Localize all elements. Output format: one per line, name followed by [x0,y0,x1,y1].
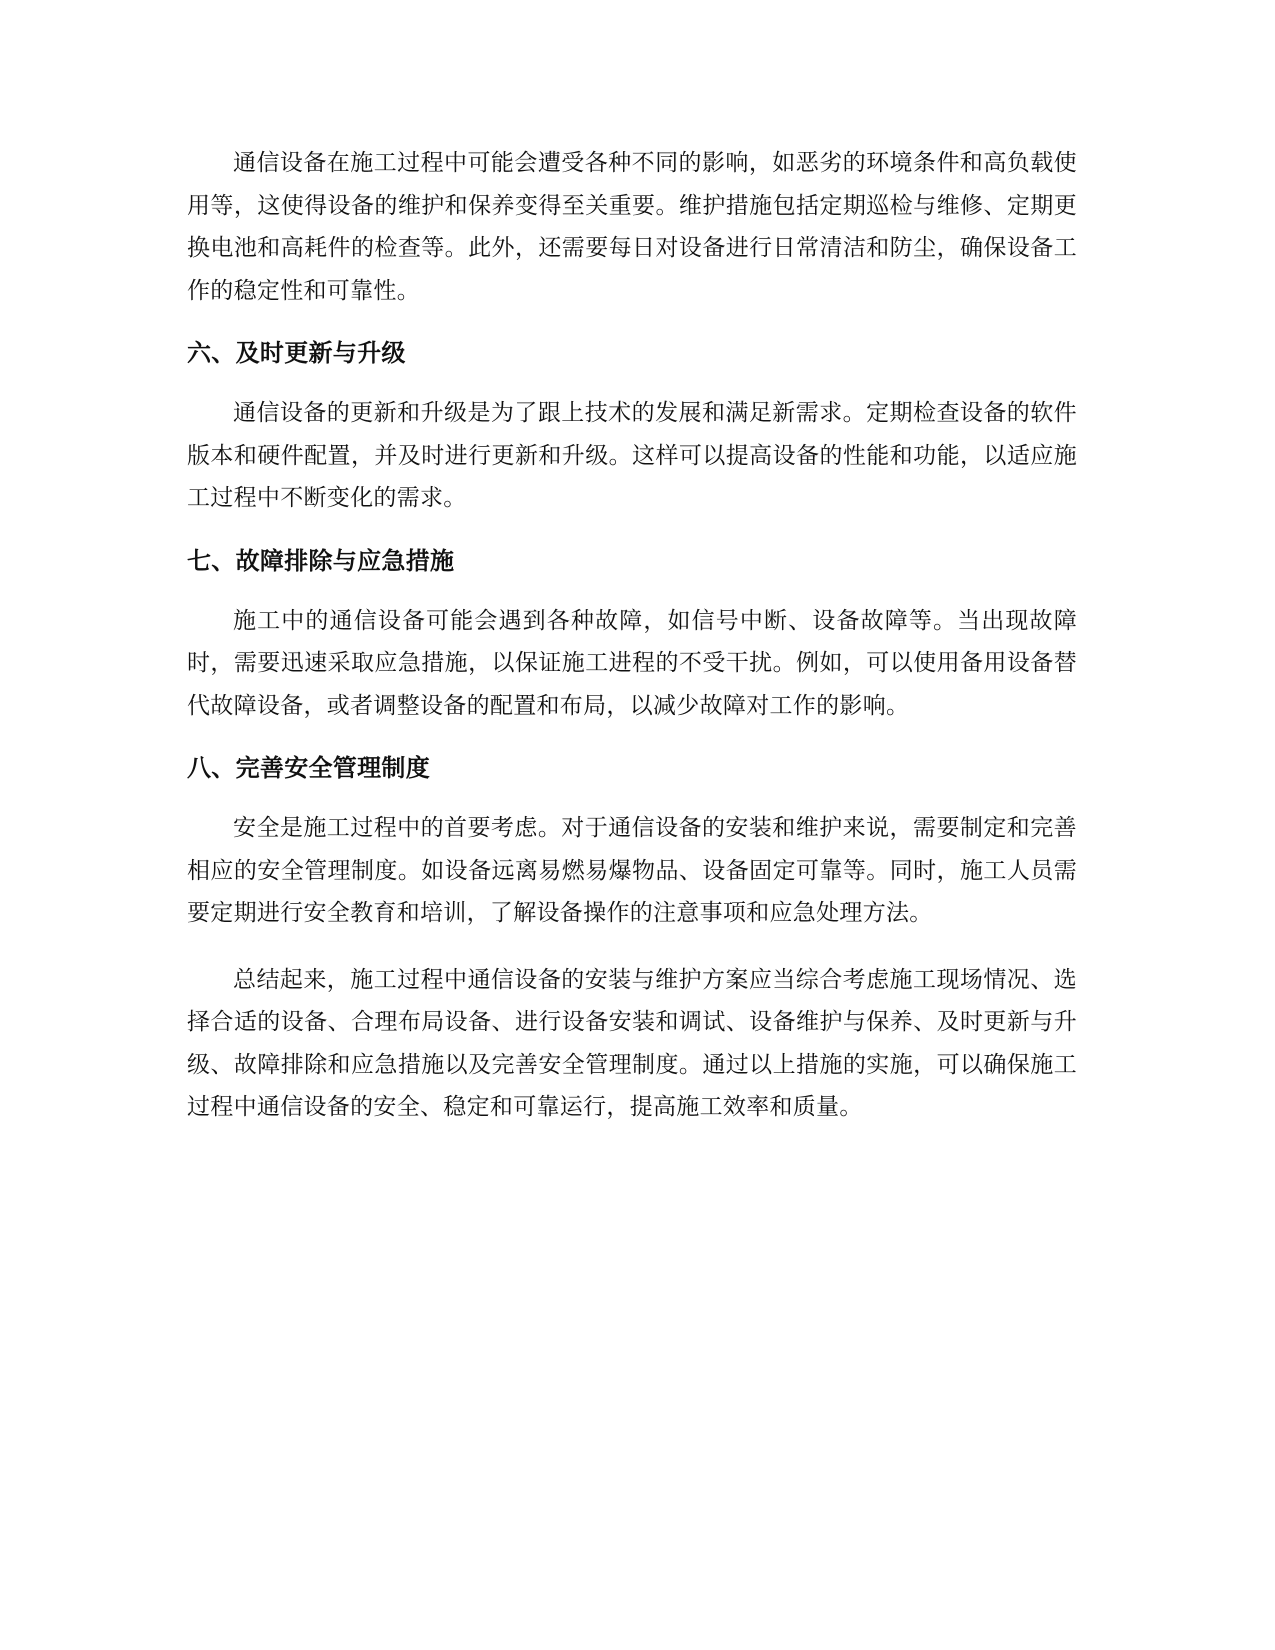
paragraph-section-7: 施工中的通信设备可能会遇到各种故障，如信号中断、设备故障等。当出现故障时，需要迅速采取应急措施，以保证施工进程的不受干扰。例如，可以使用备用设备替代故障设备，或者调整设备的配置和布局，以减少故障对工作的影响。 [187,607,1077,719]
paragraph-conclusion: 总结起来，施工过程中通信设备的安装与维护方案应当综合考虑施工现场情况、选择合适的设备、合理布局设备、进行设备安装和调试、设备维护与保养、及时更新与升级、故障排除和应急措施以及完善安全管理制度。通过以上措施的实施，可以确保施工过程中通信设备的安全、稳定和可靠运行，提高施工效率和质量。 [187,966,1077,1120]
heading-section-8: 八、完善安全管理制度 [187,754,430,782]
heading-section-6: 六、及时更新与升级 [187,339,406,367]
heading-section-7: 七、故障排除与应急措施 [187,546,455,575]
paragraph-maintenance: 通信设备在施工过程中可能会遭受各种不同的影响，如恶劣的环境条件和高负载使用等，这使得设备的维护和保养变得至关重要。维护措施包括定期巡检与维修、定期更换电池和高耗件的检查等。此外，还需要每日对设备进行日常清洁和防尘，确保设备工作的稳定性和可靠性。 [187,150,1077,304]
paragraph-section-8: 安全是施工过程中的首要考虑。对于通信设备的安装和维护来说，需要制定和完善相应的安全管理制度。如设备远离易燃易爆物品、设备固定可靠等。同时，施工人员需要定期进行安全教育和培训，了解设备操作的注意事项和应急处理方法。 [187,815,1077,926]
document-body [187,142,1077,1153]
paragraph-section-6: 通信设备的更新和升级是为了跟上技术的发展和满足新需求。定期检查设备的软件版本和硬件配置，并及时进行更新和升级。这样可以提高设备的性能和功能，以适应施工过程中不断变化的需求。 [187,400,1077,511]
